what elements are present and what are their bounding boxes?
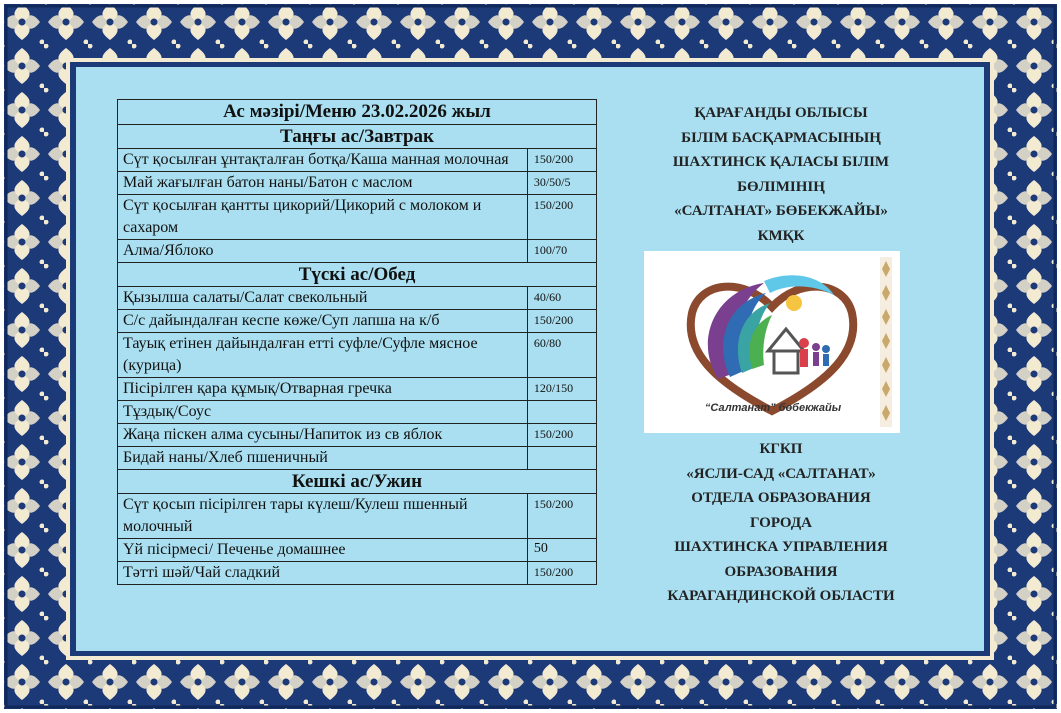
dish-portion: 120/150: [527, 378, 596, 401]
dish-name: Тұздық/Соус: [118, 401, 528, 424]
dish-name: Тәтті шәй/Чай сладкий: [118, 562, 528, 585]
table-row: [118, 195, 597, 240]
dish-name: Үй пісірмесі/ Печенье домашнее: [118, 539, 528, 562]
dish-name: Алма/Яблоко: [118, 240, 528, 263]
dish-portion: [527, 401, 596, 424]
organization-name-ru: [618, 437, 944, 609]
dish-portion: [527, 447, 596, 470]
dish-name: Қызылша салаты/Салат свекольный: [118, 287, 528, 310]
dish-name: Сүт қосылған ұнтақталған ботқа/Каша манная молочная: [118, 149, 528, 172]
dish-name: Тауық етінен дайындалған етті суфле/Суфле мясное (курица): [118, 333, 528, 378]
dish-name: Жаңа піскен алма сусыны/Напиток из св яблок: [118, 424, 528, 447]
dish-name: Сүт қосып пісірілген тары күлеш/Кулеш пшенный молочный: [118, 494, 528, 539]
section-breakfast: Таңғы ас/Завтрак: [118, 125, 597, 149]
section-dinner: Кешкі ас/Ужин: [118, 470, 597, 494]
table-row: [118, 287, 597, 310]
dish-portion: 40/60: [527, 287, 596, 310]
table-row: [118, 240, 597, 263]
dish-portion: 150/200: [527, 310, 596, 333]
dish-name: С/с дайындалған кеспе көже/Суп лапша на к/б: [118, 310, 528, 333]
dish-name: Май жағылған батон наны/Батон с маслом: [118, 172, 528, 195]
menu-table: [117, 99, 597, 585]
org-line: БӨЛІМІНІҢ: [737, 178, 825, 195]
dish-portion: 30/50/5: [527, 172, 596, 195]
org-line: «ЯСЛИ-САД «САЛТАНАТ»: [686, 465, 876, 482]
org-line: КГКП: [759, 441, 803, 457]
dish-portion: 150/200: [527, 494, 596, 539]
table-row: [118, 401, 597, 424]
table-row: [118, 310, 597, 333]
org-line: ҚАРАҒАНДЫ ОБЛЫСЫ: [694, 105, 868, 121]
org-line: «САЛТАНАТ» БӨБЕКЖАЙЫ»: [674, 203, 888, 219]
org-line: ОТДЕЛА ОБРАЗОВАНИЯ: [691, 490, 871, 506]
section-lunch: Түскі ас/Обед: [118, 263, 597, 287]
org-line: ШАХТИНСКА УПРАВЛЕНИЯ: [674, 539, 888, 555]
org-line: ШАХТИНСК ҚАЛАСЫ БІЛІМ: [672, 154, 890, 170]
org-line: КАРАГАНДИНСКОЙ ОБЛАСТИ: [667, 588, 895, 604]
logo-caption: “Салтанат” бөбекжайы: [704, 402, 842, 414]
dish-name: Бидай наны/Хлеб пшеничный: [118, 447, 528, 470]
dish-portion: 150/200: [527, 195, 596, 240]
menu-title: Ас мәзірі/Меню 23.02.2026 жыл: [118, 100, 597, 125]
dish-portion: 50: [527, 539, 596, 562]
dish-portion: 150/200: [527, 424, 596, 447]
table-row: [118, 424, 597, 447]
table-row: [118, 149, 597, 172]
dish-portion: 60/80: [527, 333, 596, 378]
org-line: КМҚК: [757, 227, 805, 244]
dish-name: Сүт қосылған қантты цикорий/Цикорий с молоком и сахаром: [118, 195, 528, 240]
org-line: ГОРОДА: [750, 514, 812, 531]
table-row: [118, 447, 597, 470]
org-line: БІЛІМ БАСҚАРМАСЫНЫҢ: [681, 129, 881, 146]
dish-portion: 150/200: [527, 562, 596, 585]
dish-portion: 150/200: [527, 149, 596, 172]
org-line: ОБРАЗОВАНИЯ: [724, 563, 838, 580]
organization-name-kz: [618, 101, 944, 248]
dish-name: Пісірілген қара құмық/Отварная гречка: [118, 378, 528, 401]
table-row: [118, 539, 597, 562]
dish-portion: 100/70: [527, 240, 596, 263]
table-row: [118, 378, 597, 401]
table-row: [118, 562, 597, 585]
table-row: [118, 494, 597, 539]
table-row: [118, 333, 597, 378]
table-row: [118, 172, 597, 195]
